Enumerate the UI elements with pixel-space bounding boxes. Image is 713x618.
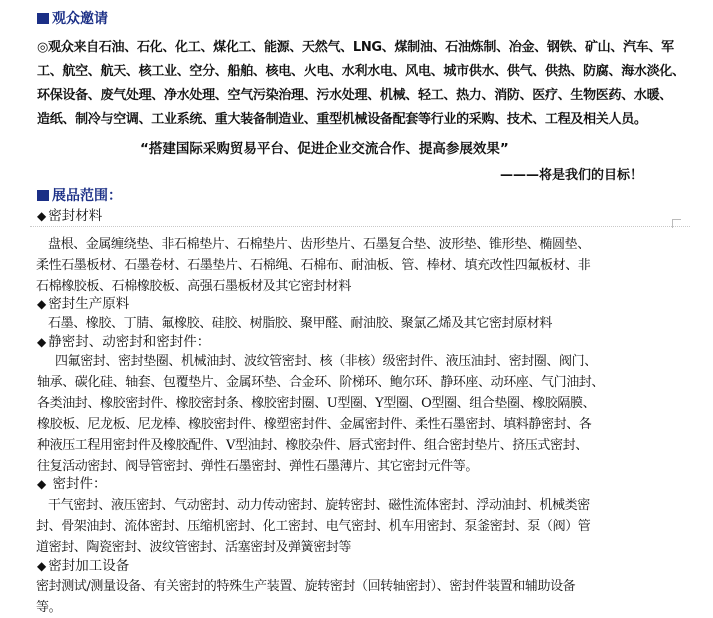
divider (30, 226, 690, 227)
category-name: 密封材料 (48, 208, 103, 224)
audience-line: 工、航空、航天、核工业、空分、船舶、核电、火电、水利水电、风电、城市供水、供气、供热、防腐、海水淡化、 (37, 64, 685, 79)
item-line: 密封测试/测量设备、有关密封的特殊生产装置、旋转密封（回转轴密封）、密封件装置和辅助设备 (36, 579, 576, 594)
exhibits-title: 展品范围： (52, 188, 122, 204)
item-line: 封、骨架油封、流体密封、压缩机密封、化工密封、电气密封、机车用密封、泵釜密封、泵（阀）管 (36, 519, 591, 534)
item-line: 各类油封、橡胶密封件、橡胶密封条、橡胶密封圈、U型圈、Y型圈、O型圈、组合垫圈、橡胶隔膜、 (37, 396, 596, 411)
item-line: 四氟密封、密封垫圈、机械油封、波纹管密封、核（非核）级密封件、液压油封、密封圈、阀门、 (55, 354, 597, 369)
item-line: 柔性石墨板材、石墨卷材、石墨垫片、石棉绳、石棉布、耐油板、管、棒材、填充改性四氟板材、非 (36, 258, 591, 273)
diamond-bullet-icon: ◆ (37, 209, 47, 223)
diamond-bullet-icon: ◆ (37, 297, 47, 311)
category-processing-equipment (37, 556, 129, 576)
item-line: 道密封、陶瓷密封、波纹管密封、活塞密封及弹簧密封等 (36, 540, 352, 555)
audience-title: 观众邀请 (52, 11, 108, 27)
item-line: 等。 (36, 600, 62, 615)
category-name: 密封加工设备 (48, 558, 130, 574)
category-items (37, 351, 605, 477)
category-items (48, 313, 552, 334)
audience-line: ◎观众来自石油、石化、化工、煤化工、能源、天然气、LNG、煤制油、石油炼制、冶金、钢铁、矿山、汽车、军 (37, 40, 674, 55)
item-line: 盘根、金属缠绕垫、非石棉垫片、石棉垫片、齿形垫片、石墨复合垫、波形垫、锥形垫、椭圆垫、 (48, 237, 590, 252)
audience-heading (37, 10, 108, 28)
category-name: 静密封、动密封和密封件： (48, 334, 211, 350)
category-sealing-materials (37, 206, 102, 226)
category-seals (37, 474, 107, 494)
item-line: 干气密封、液压密封、气动密封、动力传动密封、旋转密封、磁性流体密封、浮动油封、机械类密 (48, 498, 590, 513)
item-line: 往复活动密封、阀导管密封、弹性石墨密封、弹性石墨薄片、其它密封元件等。 (37, 459, 479, 474)
text-boundary-mark (672, 219, 681, 228)
category-name: 密封件： (48, 476, 107, 492)
exhibits-heading (37, 187, 122, 205)
heading-square-icon (37, 13, 49, 24)
diamond-bullet-icon: ◆ (37, 559, 47, 573)
category-raw-materials (37, 294, 129, 314)
item-line: 石墨、橡胶、丁腈、氟橡胶、硅胶、树脂胶、聚甲醛、耐油胶、聚氯乙烯及其它密封原材料 (48, 316, 553, 331)
category-items (36, 234, 591, 297)
audience-line: 造纸、制冷与空调、工业系统、重大装备制造业、重型机械设备配套等行业的采购、技术、工程及相关人员。 (37, 112, 647, 127)
heading-square-icon (37, 190, 49, 201)
item-line: 轴承、碳化硅、轴套、包覆垫片、金属环垫、合金环、阶梯环、鲍尔环、静环座、动环座、气门油封、 (37, 375, 605, 390)
diamond-bullet-icon: ◆ (37, 335, 47, 349)
slogan: “搭建国际采购贸易平台、促进企业交流合作、提高参展效果” (140, 141, 509, 157)
audience-paragraph (37, 36, 689, 132)
category-static-dynamic-seals (37, 332, 210, 352)
item-line: 橡胶板、尼龙板、尼龙棒、橡胶密封件、橡塑密封件、金属密封件、柔性石墨密封、填料静密封、各 (37, 417, 592, 432)
category-items (36, 576, 575, 618)
goal-text: ———将是我们的目标！ (500, 168, 644, 183)
diamond-bullet-icon: ◆ (37, 477, 47, 491)
audience-line: 环保设备、废气处理、净水处理、空气污染治理、污水处理、机械、轻工、热力、消防、医疗、生物医药、水暖、 (37, 88, 673, 103)
category-items (36, 495, 591, 558)
item-line: 种液压工程用密封件及橡胶配件、V型油封、橡胶杂件、唇式密封件、组合密封垫片、挤压式密封、 (37, 438, 588, 453)
item-line: 石棉橡胶板、石棉橡胶板、高强石墨板材及其它密封材料 (36, 279, 352, 294)
category-name: 密封生产原料 (48, 296, 130, 312)
